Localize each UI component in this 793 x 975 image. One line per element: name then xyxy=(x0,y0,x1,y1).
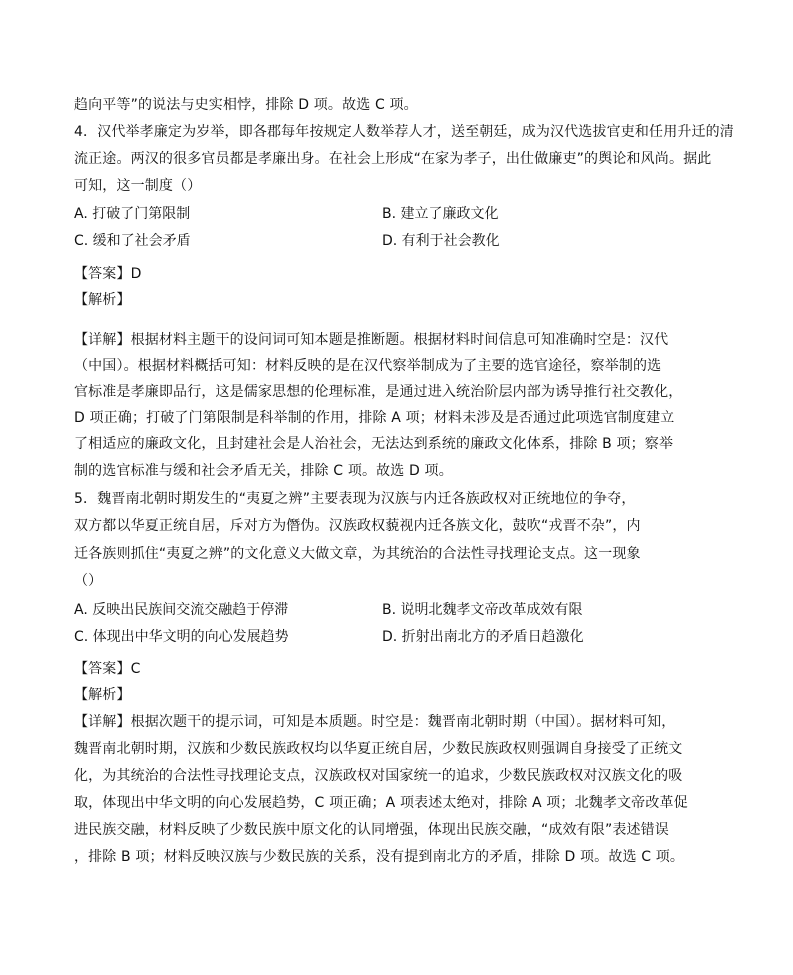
q4-stem-line-2: 流正途。两汉的很多官员都是孝廉出身。在社会上形成“在家为孝子，出仕做廉吏”的舆论和风尚。据此 xyxy=(74,151,712,167)
q4-detail-line-1: 【详解】根据材料主题干的设问词可知本题是推断题。根据材料时间信息可知准确时空是：汉代 xyxy=(74,332,669,348)
q5-stem-line-2: 双方都以华夏正统自居，斥对方为僭伪。汉族政权藐视内迁各族文化，鼓吹“戎晋不杂”，内 xyxy=(74,518,641,534)
q5-option-d: D. 折射出南北方的矛盾日趋激化 xyxy=(382,629,584,645)
q5-option-a: A. 反映出民族间交流交融趋于停滞 xyxy=(74,602,289,618)
q4-option-b: B. 建立了廉政文化 xyxy=(382,206,499,222)
q4-stem-line-1: 4．汉代举孝廉定为岁举，即各郡每年按规定人数举荐人才，送至朝廷，成为汉代选拔官吏和任用升迁的清 xyxy=(74,124,734,140)
q4-detail-line-6: 制的选官标准与缓和社会矛盾无关，排除 C 项。故选 D 项。 xyxy=(74,463,453,479)
q5-detail-line-6: ，排除 B 项；材料反映汉族与少数民族的关系，没有提到南北方的矛盾，排除 D 项。故选 C 项。 xyxy=(74,849,685,865)
q4-option-d: D. 有利于社会教化 xyxy=(382,233,500,249)
q4-option-a: A. 打破了门第限制 xyxy=(74,206,191,222)
q4-analysis-label: 【解析】 xyxy=(74,292,131,308)
q5-stem-line-4: （） xyxy=(74,573,103,589)
q5-stem-line-3: 迁各族则抓住“夷夏之辨”的文化意义大做文章，为其统治的合法性寻找理论支点。这一现象 xyxy=(74,546,641,562)
q5-detail-line-2: 魏晋南北朝时期，汉族和少数民族政权均以华夏正统自居，少数民族政权则强调自身接受了正统文 xyxy=(74,741,683,757)
q4-detail-line-2: （中国）。根据材料概括可知：材料反映的是在汉代察举制成为了主要的选官途径，察举制的选 xyxy=(74,358,662,374)
q5-detail-line-4: 取，体现出中华文明的向心发展趋势，C 项正确；A 项表述太绝对，排除 A 项；北魏孝文帝改革促 xyxy=(74,795,688,811)
q5-detail-line-3: 化，为其统治的合法性寻找理论支点，汉族政权对国家统一的追求，少数民族政权对汉族文化的吸 xyxy=(74,768,683,784)
q5-analysis-label: 【解析】 xyxy=(74,687,131,703)
q5-detail-line-5: 进民族交融，材料反映了少数民族中原文化的认同增强，体现出民族交融，“成效有限”表述错误 xyxy=(74,822,669,838)
q5-option-b: B. 说明北魏孝文帝改革成效有限 xyxy=(382,602,583,618)
q5-stem-line-1: 5．魏晋南北朝时期发生的“夷夏之辨”主要表现为汉族与内迁各族政权对正统地位的争夺， xyxy=(74,491,636,507)
q4-detail-line-3: 官标准是孝廉即品行，这是儒家思想的伦理标准，是通过进入统治阶层内部为诱导推行社交教化， xyxy=(74,384,683,400)
q4-stem-line-3: 可知，这一制度（） xyxy=(74,178,202,194)
q4-option-c: C. 缓和了社会矛盾 xyxy=(74,233,191,249)
q4-answer: 【答案】D xyxy=(74,266,142,282)
q5-option-c: C. 体现出中华文明的向心发展趋势 xyxy=(74,629,289,645)
q3-conclusion-line: 趋向平等”的说法与史实相悖，排除 D 项。故选 C 项。 xyxy=(74,97,418,113)
q4-detail-line-5: 了相适应的廉政文化，且封建社会是人治社会，无法达到系统的廉政文化体系，排除 B 项；察举 xyxy=(74,436,674,452)
q5-answer: 【答案】C xyxy=(74,661,141,677)
q4-detail-line-4: D 项正确；打破了门第限制是科举制的作用，排除 A 项；材料未涉及是否通过此项选官制度建立 xyxy=(74,410,675,426)
q5-detail-line-1: 【详解】根据次题干的提示词，可知是本质题。时空是：魏晋南北朝时期（中国）。据材料可知， xyxy=(74,714,676,730)
